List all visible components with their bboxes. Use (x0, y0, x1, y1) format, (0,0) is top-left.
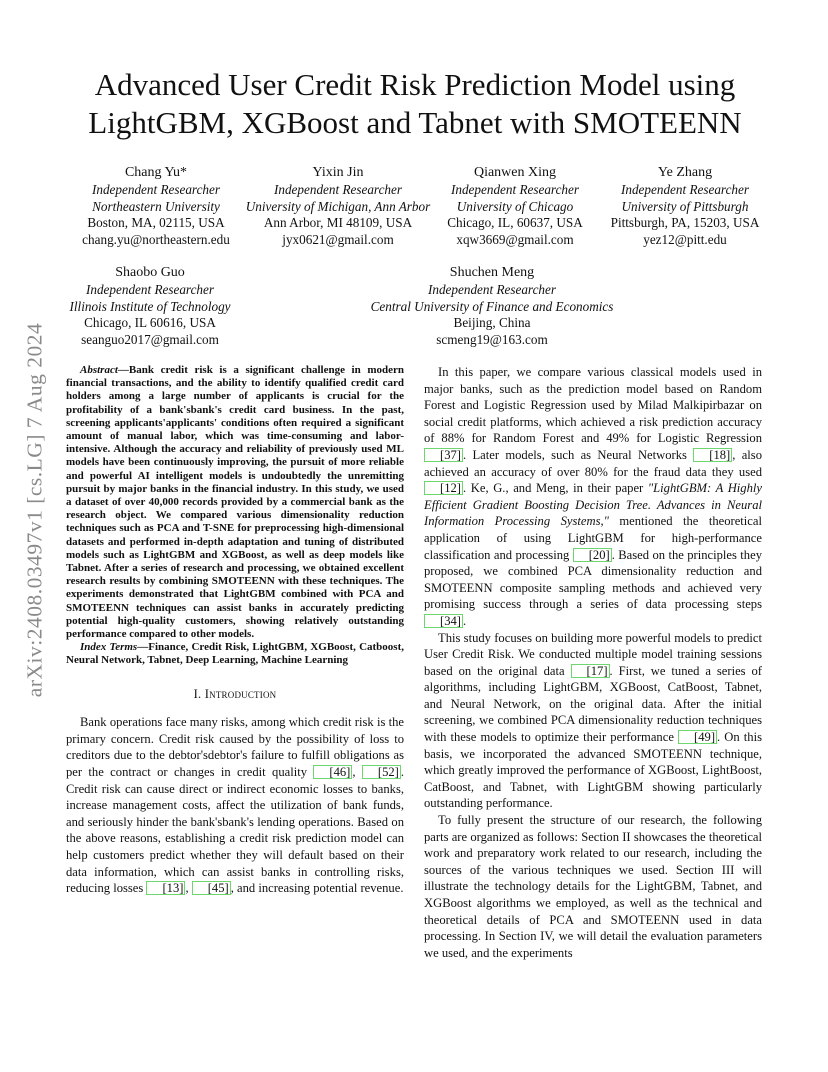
text-run: mentioned the theoretical application of using LightGBM for high-performance classification and processing (424, 514, 762, 562)
author-role: Independent Researcher (273, 181, 403, 197)
citation-link[interactable]: [20] (573, 548, 612, 562)
author-role: Independent Researcher (85, 281, 215, 297)
abstract-text: —Bank credit risk is a significant challenge in modern financial transactions, and the ability to identify qualified credit card holders among a large number of applicants is crucial for the profitability of a bank'sbank's credit card business. In the past, screening applicants'applicants' conditions often required a significant amount of manual labor, which was time-consuming and labor-intensive. Although the accuracy and reliability of previously used ML models have been continuously improving, the pursuit of more reliable and powerful AI intelligent models is undoubtedly the unremitting pursuit by major banks in the financial industry. In this study, we used a dataset of over 40,000 records provided by a commercial bank as the research object. We compared various dimensionality reduction techniques such as PCA and T-SNE for preprocessing high-dimensional datasets and performed in-depth adaptation and tuning of distributed models such as LightGBM and XGBoost, as well as deep models like Tabnet. After a series of research and processing, we obtained excellent research results by combining SMOTEENN with these techniques. The experiments demonstrated that LightGBM combined with PCA and SMOTEENN techniques can assist banks in accurately predicting potential high-quality customers, showing relatively outstanding performance compared to other models. (66, 364, 404, 641)
arxiv-id-text: arXiv:2408.03497v1 [cs.LG] 7 Aug 2024 (22, 322, 47, 698)
author-org: Central University of Finance and Economics (370, 298, 614, 314)
intro-paragraph (66, 714, 404, 897)
citation-link[interactable]: [46] (313, 765, 352, 779)
author-block (598, 165, 772, 249)
author-org: University of Michigan, Ann Arbor (245, 198, 431, 214)
body-paragraph (424, 812, 762, 961)
text-run: . On this basis, we incorporated the advanced SMOTEENN technique, which greatly improved the performance of XGBoost, LightBoost, CatBoost, and Tabnet, with LightGBM showing particularly outstanding performance. (424, 730, 762, 811)
author-address: Beijing, China (453, 315, 531, 331)
abstract (66, 364, 404, 641)
citation-link[interactable]: [49] (678, 730, 717, 744)
author-role: Independent Researcher (427, 281, 557, 297)
right-column (424, 364, 762, 961)
text-run: , and increasing potential revenue. (230, 881, 404, 896)
author-block (66, 165, 246, 249)
index-terms-label: Index Terms (80, 641, 138, 654)
section-number: I. (193, 686, 202, 701)
author-email: xqw3669@gmail.com (456, 232, 574, 248)
author-email: seanguo2017@gmail.com (81, 332, 219, 348)
paper-title (40, 66, 790, 142)
citation-link[interactable]: [12] (424, 481, 463, 495)
text-run: Bank operations face many risks, among which credit risk is the primary concern. Credit risk caused by the possibility of loss to creditors due to the debtor'sdebtor's failure to fulfill obligations as per the contract or changes in credit quality (66, 715, 404, 780)
author-email: chang.yu@northeastern.edu (82, 232, 230, 248)
text-run: . Credit risk can cause direct or indirect economic losses to banks, increase management costs, affect the utilization of bank funds, and seriously hinder the bank'sbank's lending operations. Based on the above reasons, establishing a credit risk prediction model can help customers predict whether they will default based on their data information, which can assist banks in controlling risks, reducing losses (66, 765, 405, 896)
text-run: This study focuses on building more powerful models to predict User Credit Risk. We conducted multiple model training sessions based on the original data (424, 630, 762, 678)
text-run: . Ke, G., and Meng, in their paper (462, 481, 648, 496)
author-block (430, 165, 600, 249)
author-org: Illinois Institute of Technology (69, 298, 231, 314)
citation-link[interactable]: [34] (424, 614, 463, 628)
title-line-2: LightGBM, XGBoost and Tabnet with SMOTEENN (88, 105, 742, 140)
author-org: University of Pittsburgh (621, 198, 749, 214)
author-address: Chicago, IL 60616, USA (84, 315, 216, 331)
author-org: Northeastern University (92, 198, 220, 214)
title-line-1: Advanced User Credit Risk Prediction Model using (94, 67, 736, 102)
citation-link[interactable]: [18] (693, 448, 732, 462)
author-org: University of Chicago (456, 198, 574, 214)
author-role: Independent Researcher (450, 181, 580, 197)
author-address: Ann Arbor, MI 48109, USA (263, 215, 413, 231)
author-role: Independent Researcher (91, 181, 221, 197)
section-title: Introduction (204, 686, 277, 701)
arxiv-identifier (10, 260, 60, 760)
italic-reference: "LightGBM: A Highly Efficient Gradient Boosting Decision Tree. Advances in Neural Information Processing Systems," (424, 481, 762, 529)
body-paragraph (424, 364, 762, 630)
author-role: Independent Researcher (620, 181, 750, 197)
text-run: . (462, 613, 467, 628)
citation-link[interactable]: [45] (192, 881, 231, 895)
author-block (238, 165, 438, 249)
author-address: Pittsburgh, PA, 15203, USA (610, 215, 760, 231)
text-run: To fully present the structure of our research, the following parts are organized as follows: Section II showcases the theoretical work and preparatory work related to our research, including the sources of the various techniques we used. Section III will illustrate the technology details for the LightGBM, Tabnet, and XGBoost algorithms we employed, as well as the technical and theoretical details of PCA and SMOTEENN used in data processing. In Section IV, we will detail the evaluation parameters we used, and the experiments (424, 813, 762, 960)
text-run: In this paper, we compare various classical models used in major banks, such as the prediction model based on Random Forest and Logistic Regression used by Milad Malkipirbazar on social credit platforms, which achieved a risk prediction accuracy of 88% for Random Forest and 49% for Logistic Regression (424, 365, 762, 446)
citation-link[interactable]: [17] (571, 664, 610, 678)
index-terms-text: —Finance, Credit Risk, LightGBM, XGBoost, Catboost, Neural Network, Tabnet, Deep Learning, Machine Learning (66, 641, 404, 667)
author-name: Chang Yu* (124, 165, 188, 180)
author-email: scmeng19@163.com (436, 332, 548, 348)
author-email: yez12@pitt.edu (643, 232, 727, 248)
author-email: jyx0621@gmail.com (282, 232, 394, 248)
abstract-label: Abstract (80, 364, 118, 376)
author-address: Boston, MA, 02115, USA (87, 215, 225, 231)
author-block (362, 265, 622, 349)
citation-link[interactable]: [13] (146, 881, 185, 895)
author-name: Yixin Jin (312, 165, 364, 180)
index-terms (66, 641, 404, 667)
citation-link[interactable]: [37] (424, 448, 463, 462)
author-name: Qianwen Xing (473, 165, 557, 180)
author-name: Ye Zhang (657, 165, 713, 180)
author-name: Shaobo Guo (115, 265, 185, 280)
author-address: Chicago, IL, 60637, USA (447, 215, 583, 231)
citation-link[interactable]: [52] (362, 765, 401, 779)
text-run: , also achieved an accuracy of over 80% for the fraud data they used (424, 447, 762, 479)
text-run: . First, we tuned a series of algorithms, including LightGBM, XGBoost, CatBoost, Tabnet, and Neural Network, on the original data. After the initial screening, we combined PCA dimensionality reduction techniques with these models to optimize their performance (424, 663, 762, 745)
author-name: Shuchen Meng (449, 265, 535, 280)
text-run: , (352, 765, 362, 780)
text-run: . Based on the principles they proposed, we combined PCA dimensionality reduction and SMOTEENN composite sampling methods and achieved very promising success through a series of data processing steps (424, 547, 762, 612)
text-run: . Later models, such as Neural Networks (462, 447, 694, 462)
body-paragraph (424, 630, 762, 813)
author-block (60, 265, 240, 349)
section-heading (66, 686, 404, 703)
left-column (66, 364, 404, 897)
text-run: , (185, 881, 192, 896)
